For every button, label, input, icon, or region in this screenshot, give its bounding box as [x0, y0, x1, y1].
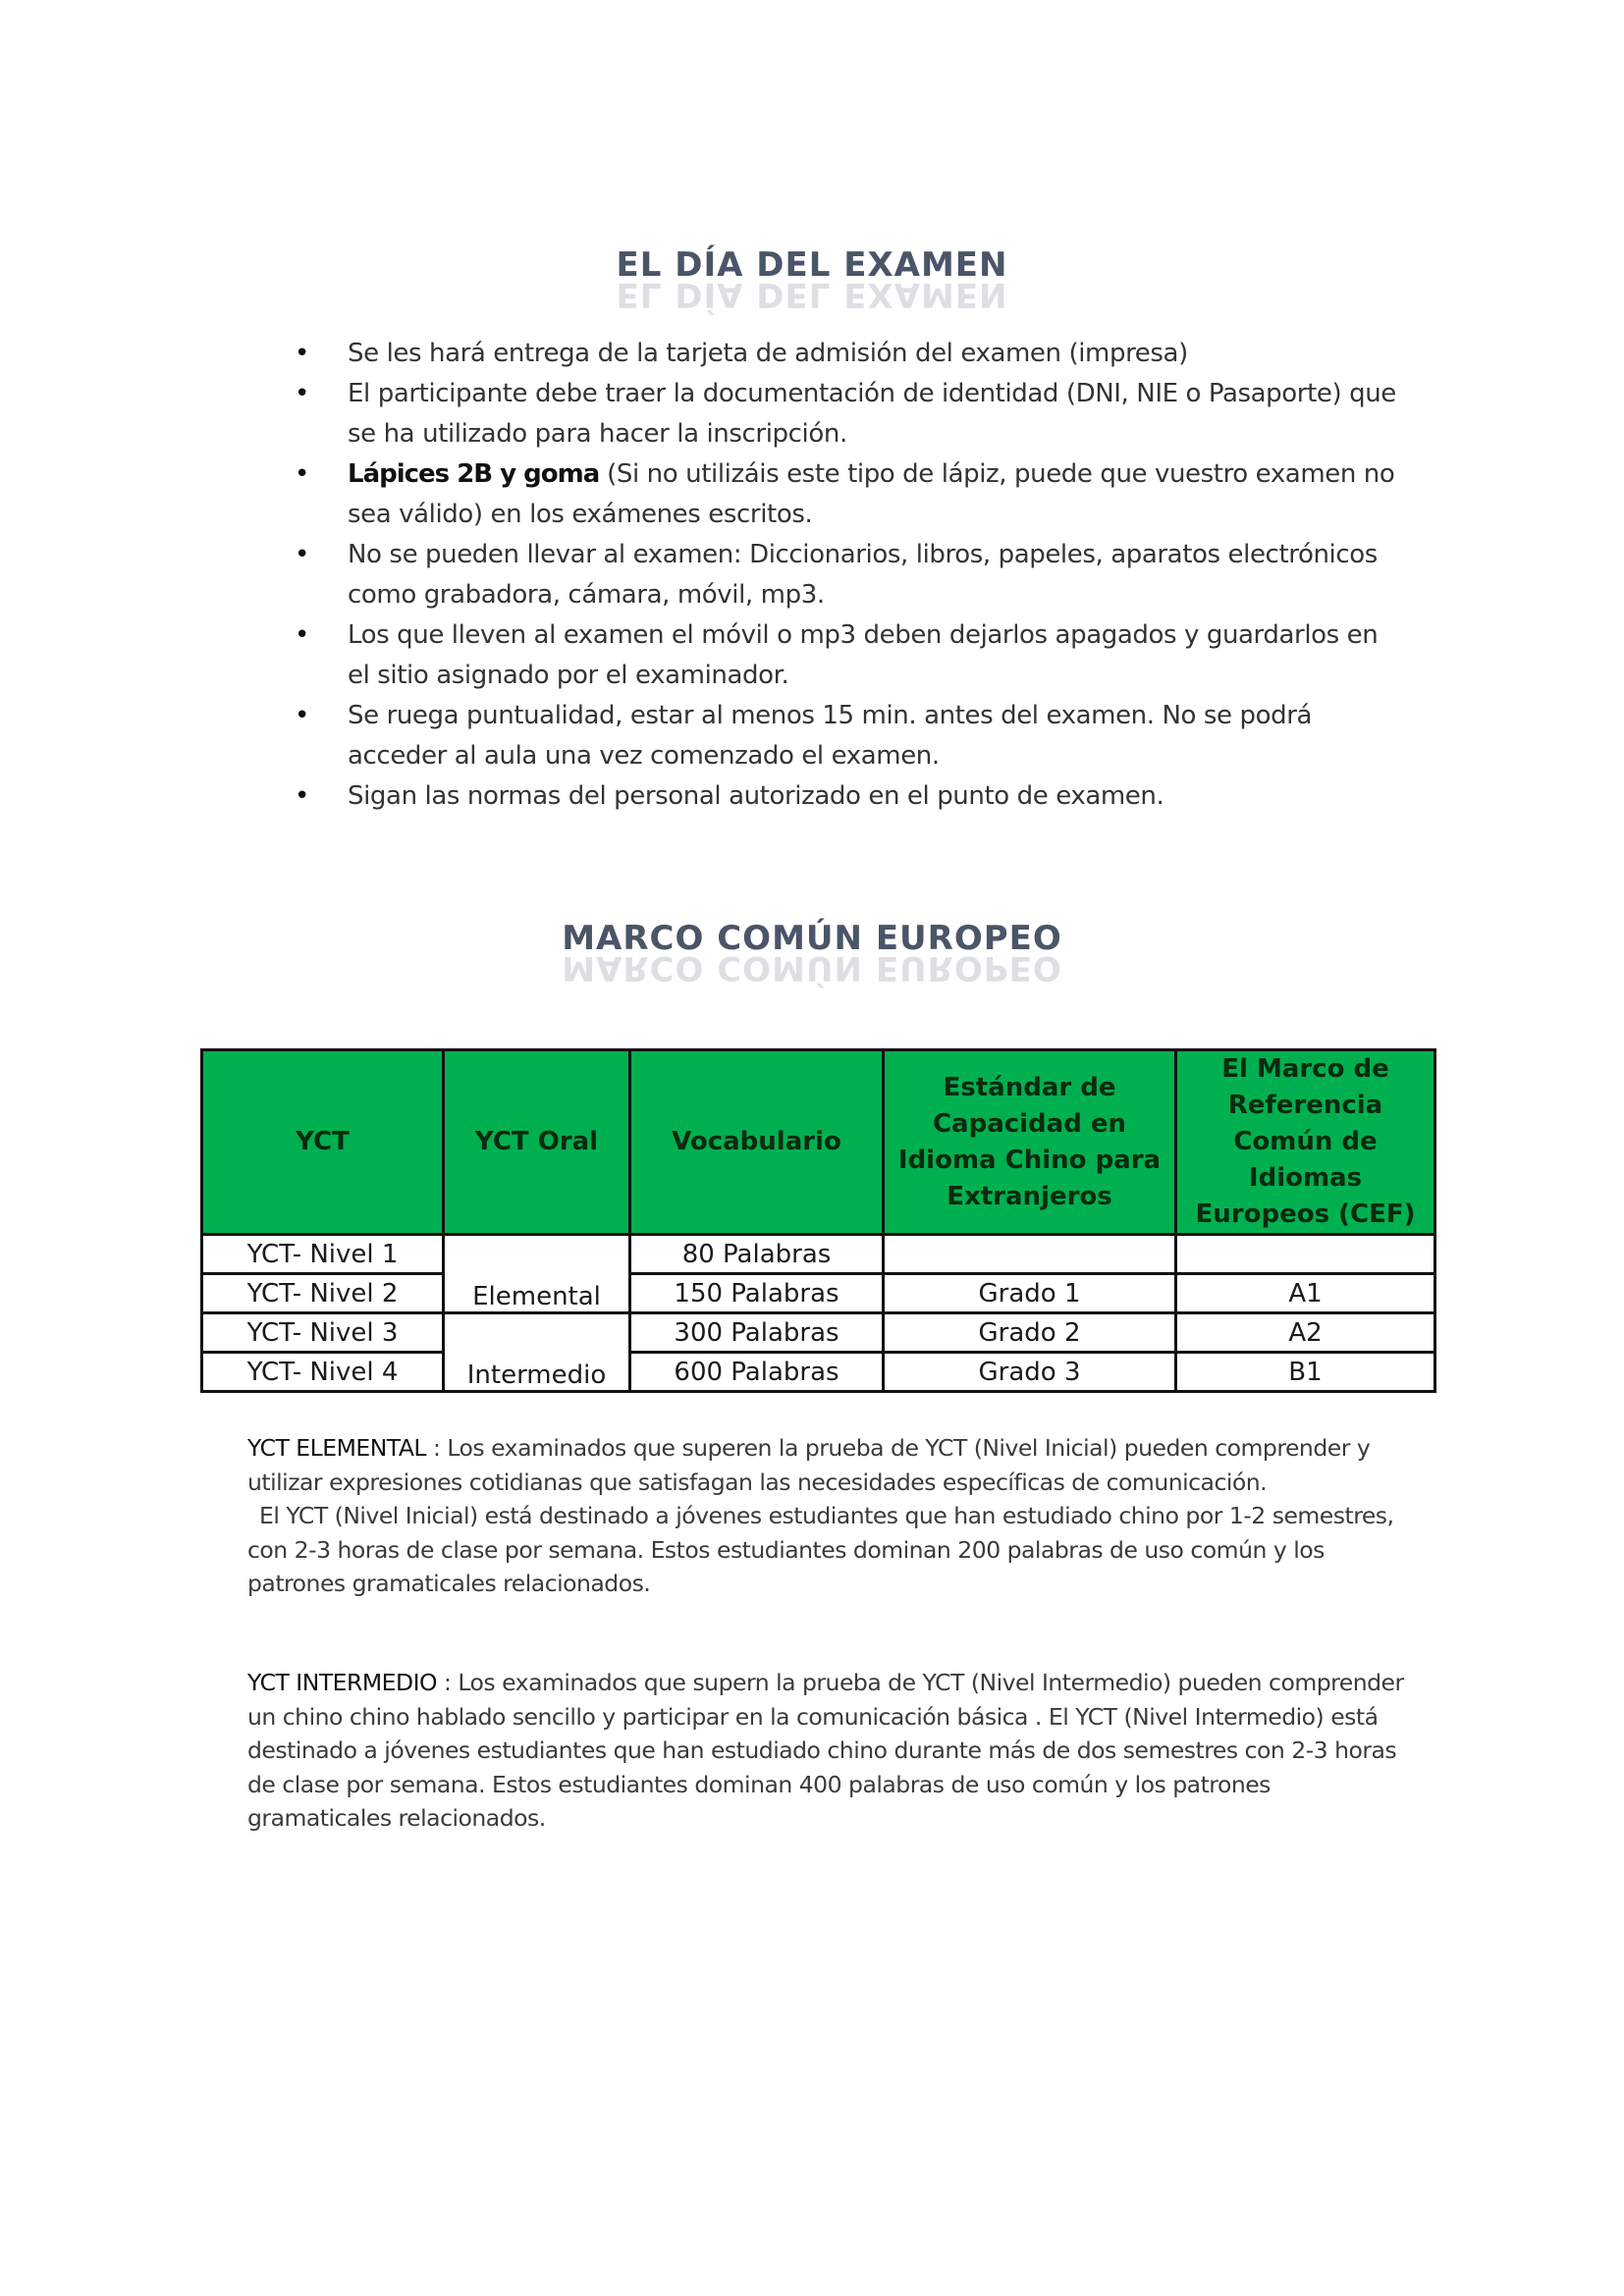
cell-cef: [1176, 1235, 1435, 1274]
framework-heading-text: MARCO COMÚN EUROPEO: [562, 919, 1062, 958]
rule-bold-text: Lápices 2B y goma: [348, 459, 600, 489]
list-item: [295, 615, 1404, 696]
rule-text: No se pueden llevar al examen: Diccionarios, libros, papeles, aparatos electrónicos como grabadora, cámara, móvil, mp3.: [348, 540, 1378, 610]
table-row: [202, 1235, 1435, 1274]
list-item: [295, 334, 1404, 374]
exam-day-heading: [0, 245, 1624, 314]
yct-elemental-paragraph: [247, 1431, 1406, 1601]
levels-table: [200, 1048, 1436, 1393]
yct-elemental-label: YCT ELEMENTAL: [247, 1434, 426, 1462]
rule-text: (Si no utilizáis este tipo de lápiz, puede que vuestro examen no sea válido) en los exámenes escritos.: [348, 459, 1395, 529]
exam-day-heading-reflection: EL DÍA DEL EXAMEN: [616, 275, 1008, 314]
yct-intermedio-paragraph: [247, 1666, 1406, 1836]
rule-text: El participante debe traer la documentación de identidad (DNI, NIE o Pasaporte) que se ha utilizado para hacer la inscripción.: [348, 379, 1396, 449]
list-item: [295, 696, 1404, 776]
rule-text: Se ruega puntualidad, estar al menos 15 min. antes del examen. No se podrá acceder al aula una vez comenzado el examen.: [348, 701, 1313, 771]
cell-vocab: 80 Palabras: [630, 1235, 884, 1274]
cell-cef: B1: [1176, 1353, 1435, 1392]
exam-day-heading-text: EL DÍA DEL EXAMEN: [616, 245, 1008, 285]
header-cef: El Marco de Referencia Común de Idiomas Europeos (CEF): [1176, 1050, 1435, 1235]
cell-vocab: 600 Palabras: [630, 1353, 884, 1392]
cell-standard: Grado 3: [884, 1353, 1176, 1392]
cell-yct: YCT- Nivel 3: [202, 1313, 444, 1353]
list-item: [295, 454, 1404, 535]
framework-heading: [0, 919, 1624, 988]
cell-cef: A2: [1176, 1313, 1435, 1353]
cell-standard: Grado 1: [884, 1274, 1176, 1313]
cell-cef: A1: [1176, 1274, 1435, 1313]
header-standard: Estándar de Capacidad en Idioma Chino para Extranjeros: [884, 1050, 1176, 1235]
list-item: [295, 776, 1404, 817]
yct-intermedio-text: : Los examinados que supern la prueba de YCT (Nivel Intermedio) pueden comprender un chino chino hablado sencillo y participar en la comunicación básica . El YCT (Nivel Intermedio) está destinado a jóvenes estudiantes que han estudiado chino durante más de dos semestres con 2-3 horas de clase por semana. Estos estudiantes dominan 400 palabras de uso común y los patrones gramaticales relacionados.: [247, 1669, 1404, 1832]
exam-day-rules-list: [295, 334, 1404, 817]
table-row: [202, 1353, 1435, 1392]
list-item: [295, 374, 1404, 454]
yct-intermedio-label: YCT INTERMEDIO: [247, 1669, 437, 1696]
list-item: [295, 535, 1404, 615]
cell-standard: [884, 1235, 1176, 1274]
table-row: [202, 1274, 1435, 1313]
header-yct: YCT: [202, 1050, 444, 1235]
cell-yct: YCT- Nivel 2: [202, 1274, 444, 1313]
cell-vocab: 150 Palabras: [630, 1274, 884, 1313]
cell-standard: Grado 2: [884, 1313, 1176, 1353]
framework-heading-reflection: MARCO COMÚN EUROPEO: [562, 948, 1062, 988]
cell-vocab: 300 Palabras: [630, 1313, 884, 1353]
cell-yct: YCT- Nivel 1: [202, 1235, 444, 1274]
cell-yct: YCT- Nivel 4: [202, 1353, 444, 1392]
table-header-row: [202, 1050, 1435, 1235]
cell-oral-group: Elemental: [444, 1235, 630, 1313]
rule-text: Sigan las normas del personal autorizado en el punto de examen.: [348, 781, 1164, 811]
cell-oral-group: Intermedio: [444, 1313, 630, 1392]
header-yct-oral: YCT Oral: [444, 1050, 630, 1235]
header-vocabulario: Vocabulario: [630, 1050, 884, 1235]
yct-elemental-text-2: El YCT (Nivel Inicial) está destinado a jóvenes estudiantes que han estudiado chino por 1-2 semestres, con 2-3 horas de clase por semana. Estos estudiantes dominan 200 palabras de uso común y los patrones gramaticales relacionados.: [247, 1502, 1394, 1597]
table-row: [202, 1313, 1435, 1353]
rule-text: Los que lleven al examen el móvil o mp3 deben dejarlos apagados y guardarlos en el sitio asignado por el examinador.: [348, 620, 1379, 690]
yct-elemental-text: : Los examinados que superen la prueba de YCT (Nivel Inicial) pueden comprender y utilizar expresiones cotidianas que satisfagan las necesidades específicas de comunicación.: [247, 1434, 1371, 1496]
rule-text: Se les hará entrega de la tarjeta de admisión del examen (impresa): [348, 339, 1188, 368]
